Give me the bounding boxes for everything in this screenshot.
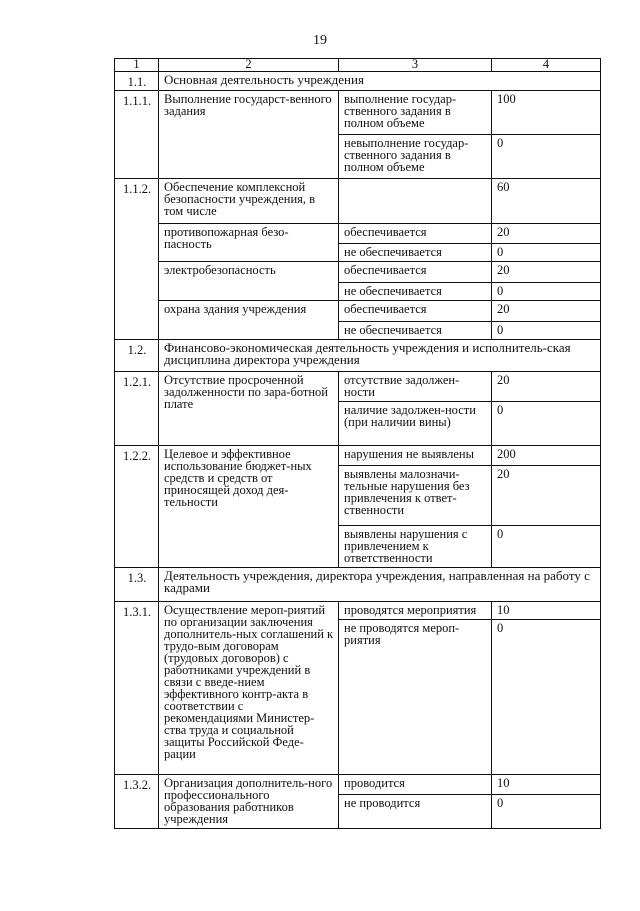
sub-indicator: электробезопасность — [159, 262, 339, 301]
points: 0 — [492, 402, 601, 446]
points: 0 — [492, 322, 601, 340]
criterion: обеспечивается — [339, 262, 492, 283]
criterion: невыполнение государ-ственного задания в полном объеме — [339, 135, 492, 179]
criterion: не проводятся мероп-риятия — [339, 620, 492, 775]
points: 20 — [492, 372, 601, 402]
row-number: 1.2. — [115, 340, 159, 372]
row-number: 1.1.2. — [115, 179, 159, 340]
criterion: нарушения не выявлены — [339, 446, 492, 466]
criterion: наличие задолжен-ности (при наличии вины) — [339, 402, 492, 446]
points: 200 — [492, 446, 601, 466]
sub-indicator: охрана здания учреждения — [159, 301, 339, 340]
page-number: 19 — [313, 33, 327, 48]
row-number: 1.3.2. — [115, 775, 159, 829]
criteria-table — [114, 58, 601, 829]
header-cell: 3 — [339, 59, 492, 72]
table-row — [115, 179, 601, 224]
table-row — [115, 301, 601, 322]
points: 20 — [492, 262, 601, 283]
points: 10 — [492, 602, 601, 620]
criterion: выявлены малозначи-тельные нарушения без привлечения к ответ-ственности — [339, 466, 492, 526]
section-row — [115, 340, 601, 372]
indicator-name: Отсутствие просроченной задолженности по зара-ботной плате — [159, 372, 339, 446]
points: 0 — [492, 135, 601, 179]
points: 20 — [492, 224, 601, 244]
criterion: выполнение государ-ственного задания в полном объеме — [339, 91, 492, 135]
row-number: 1.3. — [115, 568, 159, 602]
indicator-name: Обеспечение комплексной безопасности учреждения, в том числе — [159, 179, 339, 224]
criterion: обеспечивается — [339, 224, 492, 244]
section-row — [115, 568, 601, 602]
table-header-row — [115, 59, 601, 72]
criterion: не обеспечивается — [339, 244, 492, 262]
points: 0 — [492, 526, 601, 568]
sub-indicator: противопожарная безо-пасность — [159, 224, 339, 262]
points: 0 — [492, 283, 601, 301]
table-row — [115, 602, 601, 620]
criterion: не обеспечивается — [339, 322, 492, 340]
indicator-name: Осуществление мероп-риятий по организации заключения дополнитель-ных соглашений к трудо-вым договорам (трудовых договоров) с работниками учреждений в связи с введе-нием эффективного контр-акта в соответствии с рекомендациями Министер-ства труда и социальной защиты Российской Феде-рации — [159, 602, 339, 775]
section-title: Финансово-экономическая деятельность учреждения и исполнитель-ская дисциплина директора учреждения — [159, 340, 601, 372]
section-row — [115, 72, 601, 91]
row-number: 1.1.1. — [115, 91, 159, 179]
section-title: Деятельность учреждения, директора учреждения, направленная на работу с кадрами — [159, 568, 601, 602]
criterion: не обеспечивается — [339, 283, 492, 301]
points: 0 — [492, 620, 601, 775]
points: 0 — [492, 244, 601, 262]
row-number: 1.2.1. — [115, 372, 159, 446]
points: 0 — [492, 795, 601, 829]
indicator-name: Целевое и эффективное использование бюджет-ных средств и средств от приносящей доход дея-тельности — [159, 446, 339, 568]
table-row — [115, 262, 601, 283]
row-number: 1.2.2. — [115, 446, 159, 568]
header-cell: 4 — [492, 59, 601, 72]
criterion: выявлены нарушения с привлечением к ответственности — [339, 526, 492, 568]
points: 20 — [492, 301, 601, 322]
header-cell: 1 — [115, 59, 159, 72]
table-row — [115, 224, 601, 244]
points: 100 — [492, 91, 601, 135]
points: 20 — [492, 466, 601, 526]
row-number: 1.3.1. — [115, 602, 159, 775]
criterion: проводятся мероприятия — [339, 602, 492, 620]
criterion: не проводится — [339, 795, 492, 829]
criterion: отсутствие задолжен-ности — [339, 372, 492, 402]
indicator-name: Организация дополнитель-ного профессионального образования работников учреждения — [159, 775, 339, 829]
criterion: обеспечивается — [339, 301, 492, 322]
table-row — [115, 372, 601, 402]
criterion — [339, 179, 492, 224]
table-row — [115, 91, 601, 135]
section-title: Основная деятельность учреждения — [159, 72, 601, 91]
criterion: проводится — [339, 775, 492, 795]
header-cell: 2 — [159, 59, 339, 72]
points: 10 — [492, 775, 601, 795]
table-row — [115, 446, 601, 466]
indicator-name: Выполнение государст-венного задания — [159, 91, 339, 179]
row-number: 1.1. — [115, 72, 159, 91]
table-row — [115, 775, 601, 795]
points: 60 — [492, 179, 601, 224]
